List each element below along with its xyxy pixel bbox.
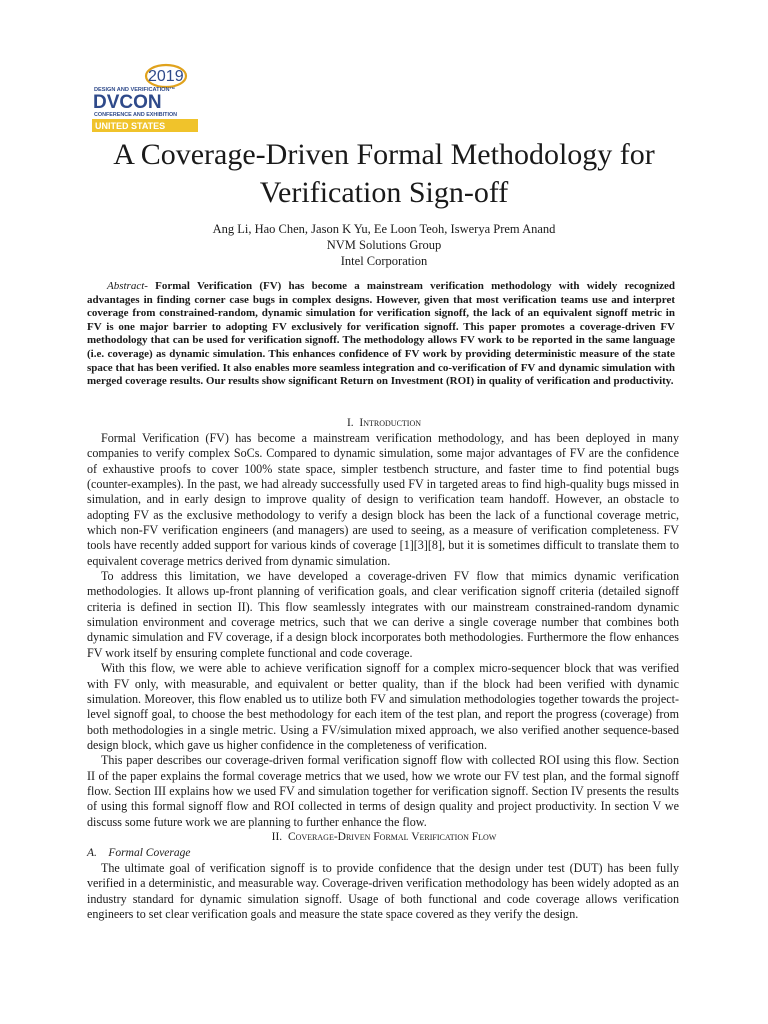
section-number: II. — [271, 831, 283, 843]
paragraph: This paper describes our coverage-driven formal verification signoff flow with collected ROI using this flow. Section II of the paper explains the formal coverage metrics that we used, how we wrote our FV test plan, and the formal signoff flow. Section III explains how we used FV and simulation together for verification signoff. Section IV presents the results of using this formal signoff flow and ROI collected in terms of design quality and project productivity. In section V we discuss some future work we are planning to further enhance the flow. — [87, 753, 679, 829]
abstract-text: Formal Verification (FV) has become a mainstream verification methodology with widely recognized advantages in finding corner case bugs in complex designs. However, given that most verification teams use and interpret coverage from constrained-random, dynamic simulation for verification signoff, the lack of an equivalent signoff metric in FV is one major barrier to adopting FV exclusively for verification signoff. This paper promotes a coverage-driven FV methodology that can be used for verification signoff. The methodology allows FV work to be reported in the same language (i.e. coverage) as dynamic simulation. This enhances confidence of FV work by providing deterministic measure of the state space that has been verified. It also enables more seamless integration and co-verification of FV and dynamic simulation with merged coverage results. Our results show significant Return on Investment (ROI) in quality of verification and productivity. — [87, 280, 675, 388]
section-heading-introduction — [0, 416, 768, 430]
logo-tagline: DESIGN AND VERIFICATION™ — [94, 87, 176, 93]
subsection-number: A. — [87, 847, 97, 859]
dvcon-logo-graphic — [92, 62, 204, 134]
paragraph: The ultimate goal of verification signoff is to provide confidence that the design under test (DUT) has been fully verified in a deterministic, and measurable way. Coverage-driven verification methodology has been widely adopted as an industry standard for dynamic simulation signoff. Usage of both functional and code coverage allows verification engineers to set clear verification goals and measure the state space covered as they verify the design. — [87, 861, 679, 922]
abstract-label: Abstract- — [107, 280, 148, 292]
paper-title-line-2: Verification Sign-off — [259, 176, 509, 209]
subsection-title: Formal Coverage — [108, 847, 191, 859]
section-number: I. — [346, 417, 354, 429]
logo-subtitle: CONFERENCE AND EXHIBITION — [94, 112, 178, 118]
logo-name: DVCON — [93, 92, 162, 113]
paper-title-line-1: A Coverage-Driven Formal Methodology for — [113, 138, 655, 171]
logo-region: UNITED STATES — [95, 121, 166, 131]
section-title: Coverage-Driven Formal Verification Flow — [287, 831, 497, 843]
paragraph: To address this limitation, we have developed a coverage-driven FV flow that mimics dynamic verification methodologies. It allows up-front planning of verification goals, and clear verification signoff criteria (detailed signoff criteria is defined in section II). This flow seamlessly integrates with our mainstream constrained-random dynamic simulation environment and coverage metrics, such that we can derive a single coverage number that combines both dynamic simulation and FV coverage, if a design block incorporates both methodologies. Furthermore the flow enhances FV work itself by ensuring complete functional and code coverage. — [87, 569, 679, 660]
section-title: Introduction — [359, 417, 422, 429]
dvcon-logo — [92, 62, 204, 134]
introduction-body — [87, 431, 679, 830]
abstract — [87, 280, 675, 389]
author-group: NVM Solutions Group — [326, 238, 442, 252]
paper-title — [0, 136, 768, 212]
section-heading-flow — [0, 830, 768, 844]
subsection-heading — [87, 846, 191, 860]
author-names: Ang Li, Hao Chen, Jason K Yu, Ee Loon Teoh, Iswerya Prem Anand — [212, 222, 556, 236]
logo-year: 2019 — [148, 68, 184, 85]
formal-coverage-body — [87, 861, 679, 922]
author-block — [0, 221, 768, 269]
paragraph: Formal Verification (FV) has become a mainstream verification methodology, and has been deployed in many companies to verify complex SoCs. Compared to dynamic simulation, some major advantages of FV are the confidence of exhaustive proofs to cover 100% state space, simpler testbench structure, and faster time to find potential bugs (counter-examples). In the past, we had already successfully used FV in targeted areas to find high-quality bugs missed in simulation, and in early design to improve quality of design to verification team handoff. However, an obstacle to adopting FV as the exclusive methodology to verify a design block has been the lack of a functional coverage metric, which non-FV verification engineers (and managers) are used to seeing, as a measure of verification completeness. FV tools have recently added support for various kinds of coverage [1][3][8], but it is sometimes difficult to translate them to equivalent coverage metrics derived from dynamic simulation. — [87, 431, 679, 568]
author-company: Intel Corporation — [340, 254, 428, 268]
paragraph: With this flow, we were able to achieve verification signoff for a complex micro-sequencer block that was verified with FV only, with measurable, and equivalent or better quality, than if the block had been verified with dynamic simulation. Moreover, this flow enabled us to utilize both FV and simulation methodologies together towards the project-level signoff goal, to choose the best methodology for each item of the test plan, and report the progress (coverage) from both methodologies in a single metric. Using a FV/simulation mixed approach, we also verified another sequence-based design block, which gave us higher confidence in the completeness of verification. — [87, 661, 679, 752]
